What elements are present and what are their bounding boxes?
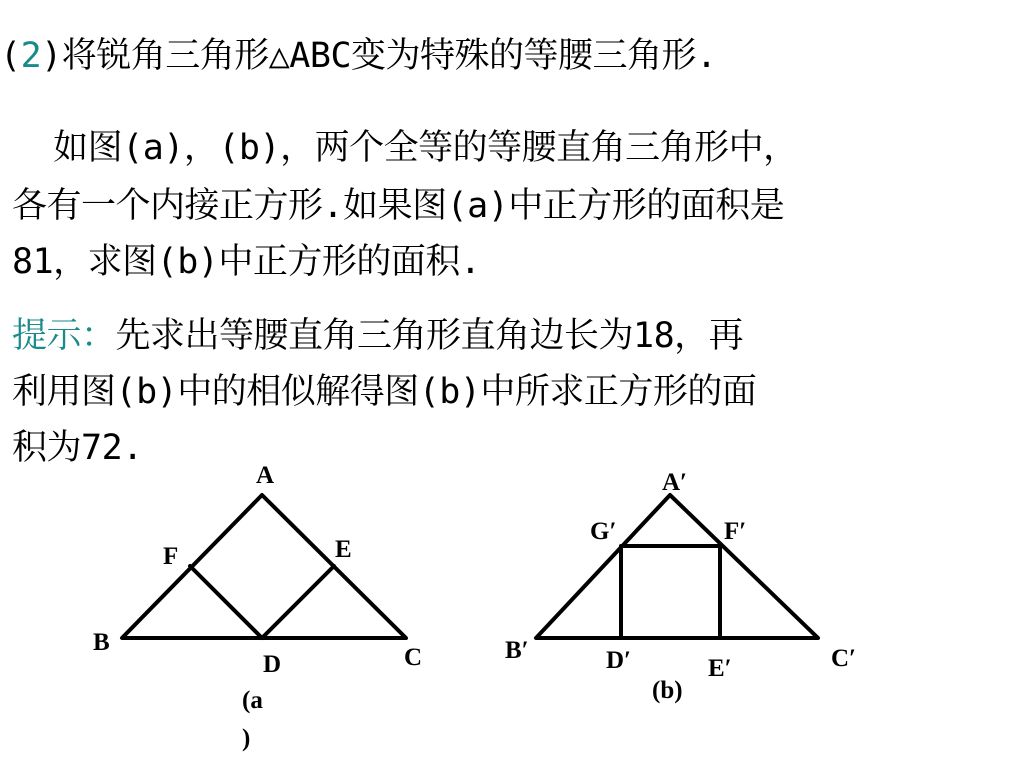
fig-a-label-a: A <box>256 462 275 489</box>
fig-b-label-b: B′ <box>505 637 529 664</box>
problem-line-3: 81，求图(b)中正方形的面积. <box>12 242 481 282</box>
title-text: )将锐角三角形△ABC变为特殊的等腰三角形. <box>41 36 717 76</box>
hint-line-2: 利用图(b)中的相似解得图(b)中所求正方形的面 <box>12 372 757 412</box>
fig-b-caption: (b) <box>652 677 683 704</box>
fig-b-label-c: C′ <box>831 645 857 672</box>
segment-de <box>262 566 334 638</box>
fig-b-label-g: G′ <box>590 518 617 545</box>
title-number: 2 <box>20 36 42 76</box>
problem-line-1: 如图(a)，(b)，两个全等的等腰直角三角形中， <box>12 128 798 168</box>
fig-a-label-d: D <box>263 651 282 678</box>
fig-a-label-b: B <box>93 629 110 656</box>
hint-line-3: 积为72. <box>12 428 143 468</box>
fig-b-label-f: F′ <box>724 518 747 545</box>
fig-a-label-e: E <box>335 536 352 563</box>
title-prefix: ( <box>0 36 21 76</box>
segment-fd <box>190 566 262 638</box>
fig-a-label-c: C <box>404 644 423 671</box>
square-d-e-f-g-prime <box>621 546 720 638</box>
hint-label: 提示： <box>12 316 116 356</box>
figure-b <box>536 495 818 638</box>
fig-a-caption-1: (a <box>242 687 263 714</box>
fig-a-caption-2: ) <box>242 725 251 752</box>
fig-b-label-e: E′ <box>708 655 732 682</box>
triangle-a-b-c-prime <box>536 495 818 638</box>
fig-b-label-a: A′ <box>662 469 688 496</box>
fig-b-label-d: D′ <box>606 647 632 674</box>
fig-a-label-f: F <box>163 543 179 570</box>
hint-text-1: 先求出等腰直角三角形直角边长为18，再 <box>115 316 744 356</box>
problem-line-2: 各有一个内接正方形.如果图(a)中正方形的面积是 <box>12 186 785 226</box>
